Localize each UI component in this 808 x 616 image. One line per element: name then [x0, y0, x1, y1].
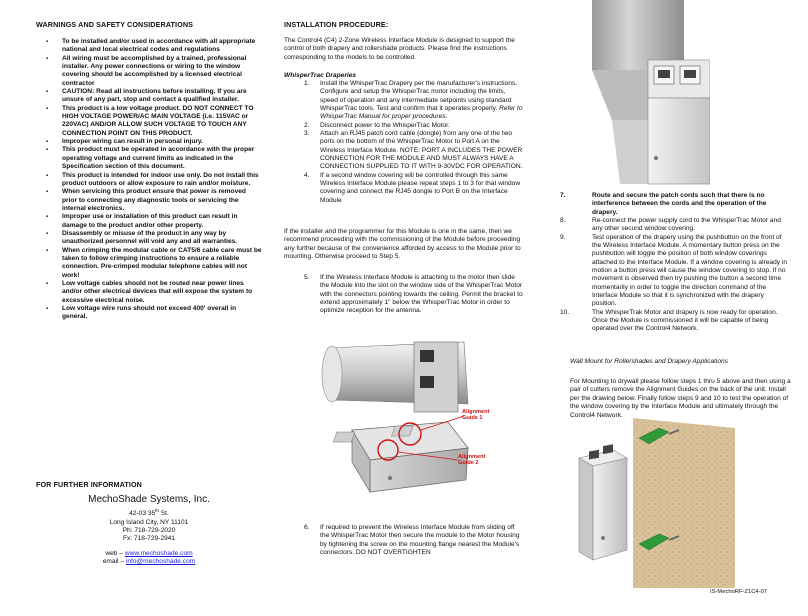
step-2 — [284, 122, 524, 130]
phone-line: Ph: 718-729-2020 — [122, 527, 176, 534]
step-6 — [284, 524, 524, 557]
installation-intro: The Control4 (C4) 2-Zone Wireless Interface Module is designed to support the control of both drapery and rollershade products. Please find the instructions corresponding to the models to be controlled. — [284, 37, 515, 61]
step-number: 8. — [560, 217, 566, 224]
step-1 — [284, 80, 524, 122]
warning-item: ▪ To be installed and/or used in accordance with all appropriate national and local electrical codes and regulations — [36, 38, 262, 55]
drapery-motor-illustration — [592, 0, 710, 188]
step-3-text: Attach an RJ45 patch cord cable (dongle) from any one of the two ports on the bottom of the WhisperTrac Motor to Port A on the Wireless Interface Module. NOTE: PORT A INCLUDES THE POWER CONNECTION FOR THE MODULE AND MUST ALWAYS HAVE A CONNECTION SUPPLIED TO IT WITH 9-30VDC FOR OPERATION. — [320, 130, 523, 171]
step-number: 2. — [304, 121, 310, 129]
alignment-guide-1-label: Alignment Guide 1 — [462, 409, 490, 422]
step-2-text: Disconnect power to the WhisperTrac Motor. — [320, 121, 450, 129]
warning-item: ▪ When servicing this product ensure that power is removed prior to connecting any diagnostic tools or servicing the internal electronics. — [36, 188, 262, 213]
step-4-text: If a second window covering will be controlled through this same Wireless Interface Module please repeat steps 1 to 3 for that window covering and connect the RJ45 dongle to Port B on the Interface Module — [320, 171, 521, 204]
warning-item: ▪ Improper use or installation of this product can result in damage to the product and/or other property. — [36, 213, 262, 230]
warning-item: ▪ Improper wiring can result in personal injury. — [36, 138, 262, 146]
address-number: 42-03 35 — [129, 510, 156, 518]
alignment-guide-2-label: Alignment Guide 2 — [458, 454, 486, 467]
step-number: 3. — [304, 130, 310, 138]
step-4 — [284, 172, 524, 205]
motor-port-lower — [420, 376, 434, 388]
warning-item: ▪ CAUTION: Read all instructions before installing. If you are unsure of any part, stop and contact a qualified installer. — [36, 88, 262, 105]
module-tab-right — [391, 426, 413, 436]
steps-8-10-list — [555, 217, 790, 334]
warning-item: ▪ This product must be operated in accordance with the proper operating voltage and current limits as indicated in the Specification section of this document. — [36, 146, 262, 171]
module-pushbutton — [388, 476, 392, 480]
step-1-text: Install the WhisperTrac Drapery per the manufacturer's instructions. Configure and setup the WhisperTrac motor including the limits, speed of operation and any intermediate setpoints using standard WhisperTrac tools. Test and confirm that it operates properly. — [320, 80, 518, 113]
warning-item: ▪ When crimping the modular cable or CAT5/6 cable care must be taken to follow crimping instructions to ensure a reliable connection. Pre-crimped modular telephone cables will not work! — [36, 247, 262, 280]
fax-line: Fx: 718-729-2941 — [122, 535, 176, 543]
address-suffix: th — [155, 508, 159, 513]
company-name: MechoShade Systems, Inc. — [88, 494, 210, 505]
email-line — [36, 558, 262, 566]
contact-block — [36, 494, 262, 567]
step-number: 6. — [304, 524, 310, 531]
step-3 — [284, 130, 524, 172]
wall-mount-text: For Mounting to drywall please follow steps 1 thru 5 above and then using a pair of cutters remove the Alignment Guides on the back of the unit. Install per the drawing below. Finally follow steps 9 and 10 to test the operation of the window covering by the Interface Module and ultimately through the Control4 Network. — [570, 378, 791, 419]
city-line: Long Island City, NY 11101 — [109, 518, 189, 526]
further-info-title: FOR FURTHER INFORMATION — [36, 480, 142, 489]
step-9-text: Test operation of the drapery using the pushbutton on the front of the Wireless Interface Module. A momentary button press on the pushbutton will toggle the position of both window coverings attached to the Interface Module. If a window covering is already in motion a button press will cause the window covering to stop. If no movement is observed then try pushing the button a second time momentarily in order to toggle the direction command of the Interface Module so that it is synchronized with the drapery position. — [592, 233, 787, 308]
web-label: web – — [105, 549, 125, 557]
step-number: 1. — [304, 80, 310, 87]
step-5 — [284, 274, 524, 316]
steps-1-4 — [284, 80, 524, 205]
warnings-title: WARNINGS AND SAFETY CONSIDERATIONS — [36, 20, 194, 29]
step-9 — [555, 234, 790, 309]
step-6-text: If required to prevent the Wireless Interface Module from sliding off the WhisperTrac Motor then secure the module to the Motor housing by tightening the screw on the mounting flange nearest the Module's connectors. DO NOT OVERTIGHTEN — [320, 524, 520, 557]
step-10 — [555, 309, 790, 334]
warning-item: ▪ Low voltage cables should not be routed near power lines and/or other electrical devices that will expose the system to excessive electrical noise. — [36, 280, 262, 305]
motor-module-illustration — [318, 330, 518, 520]
step-5-list — [284, 274, 524, 316]
step-7-text: Route and secure the patch cords such that there is no interference between the cords and the operation of the drapery. — [592, 192, 767, 216]
step-number: 10. — [560, 308, 570, 316]
address-street: St. — [158, 510, 169, 518]
step-8 — [555, 217, 790, 234]
warning-item: ▪ Disassembly or misuse of the product in any way by unauthorized personnel will void any and all warranties. — [36, 230, 262, 247]
step-number: 4. — [304, 171, 310, 179]
motor-body — [592, 0, 684, 70]
module-led — [654, 156, 658, 160]
warning-item: ▪ This product is a low voltage product. DO NOT CONNECT TO HIGH VOLTAGE POWER/AC MAIN VOLTAGE (i.e. 115VAC or 220VAC) AND/OR ALLOW SUCH VOLTAGE TO TOUCH ANY CONNECTION POINT ON THIS PRODUCT. — [36, 105, 262, 138]
warnings-list — [36, 38, 262, 322]
motor-port-upper — [420, 350, 434, 362]
step-5-text: If the Wireless Interface Module is attaching to the motor then slide the Module into the slot on the window side of the WhisperTrac Motor with the connectors pointing towards the ceiling. Permit the bracket to extend approximately 1" below the WhisperTrac Motor in order to optimize reception for the antenna. — [320, 274, 523, 315]
warning-item: ▪ This product is intended for indoor use only. Do not install this product outdoors or allow exposure to rain and/or moisture. — [36, 172, 262, 189]
warning-item: ▪ All wiring must be accomplished by a trained, professional installer. Any power connections or wiring to the window covering should be accomplished by a licensed electrical contractor — [36, 55, 262, 88]
email-label: email – — [102, 558, 126, 566]
wall-mount-illustration — [575, 418, 735, 588]
wall-mount-title: Wall Mount for Rollershades and Drapery Applications — [570, 358, 728, 365]
address-line — [36, 507, 262, 519]
warning-item: ▪ Low voltage wire runs should not exceed 400' overall in general. — [36, 305, 262, 322]
commissioning-paragraph: If the installer and the programmer for this Module is one in the same, then we recommend proceeding with the commissioning of the Module before proceeding any further because of the convenience afforded by access to the Module prior to mounting. Otherwise proceed to Step 5. — [284, 228, 521, 261]
installation-title: INSTALLATION PROCEDURE: — [284, 20, 389, 29]
step-number: 9. — [560, 233, 566, 241]
web-link[interactable]: www.mechoshade.com — [124, 549, 193, 557]
motor-end-cap — [322, 346, 342, 402]
module-pushbutton — [601, 536, 605, 540]
module-side-face — [593, 458, 627, 560]
step-number: 7. — [560, 192, 566, 199]
whispertrac-subhead: WhisperTrac Draperies — [284, 72, 357, 79]
step-number: 5. — [304, 274, 310, 281]
step-6-list — [284, 524, 524, 557]
document-id: IS-MechoRF-Z1C4-07 — [710, 589, 768, 595]
step-1-ref: Refer to WhisperTrac Manual for proper procedures. — [320, 105, 523, 121]
web-line — [36, 550, 262, 558]
module-front-face — [648, 98, 710, 184]
step-10-text: The WhisperTrak Motor and drapery is now ready for operation. Once the Module is commissioned it will be capable of being operated over the Control4 Network. — [592, 308, 778, 333]
email-link[interactable]: info@mechoshade.com — [125, 558, 196, 566]
step-7 — [555, 192, 790, 217]
steps-7-8-list — [555, 192, 790, 217]
module-tab-left — [333, 432, 355, 442]
module-front-face — [579, 458, 593, 560]
step-8-text: Re-connect the power supply cord to the WhisperTrac Motor and any other second window covering. — [592, 217, 781, 233]
